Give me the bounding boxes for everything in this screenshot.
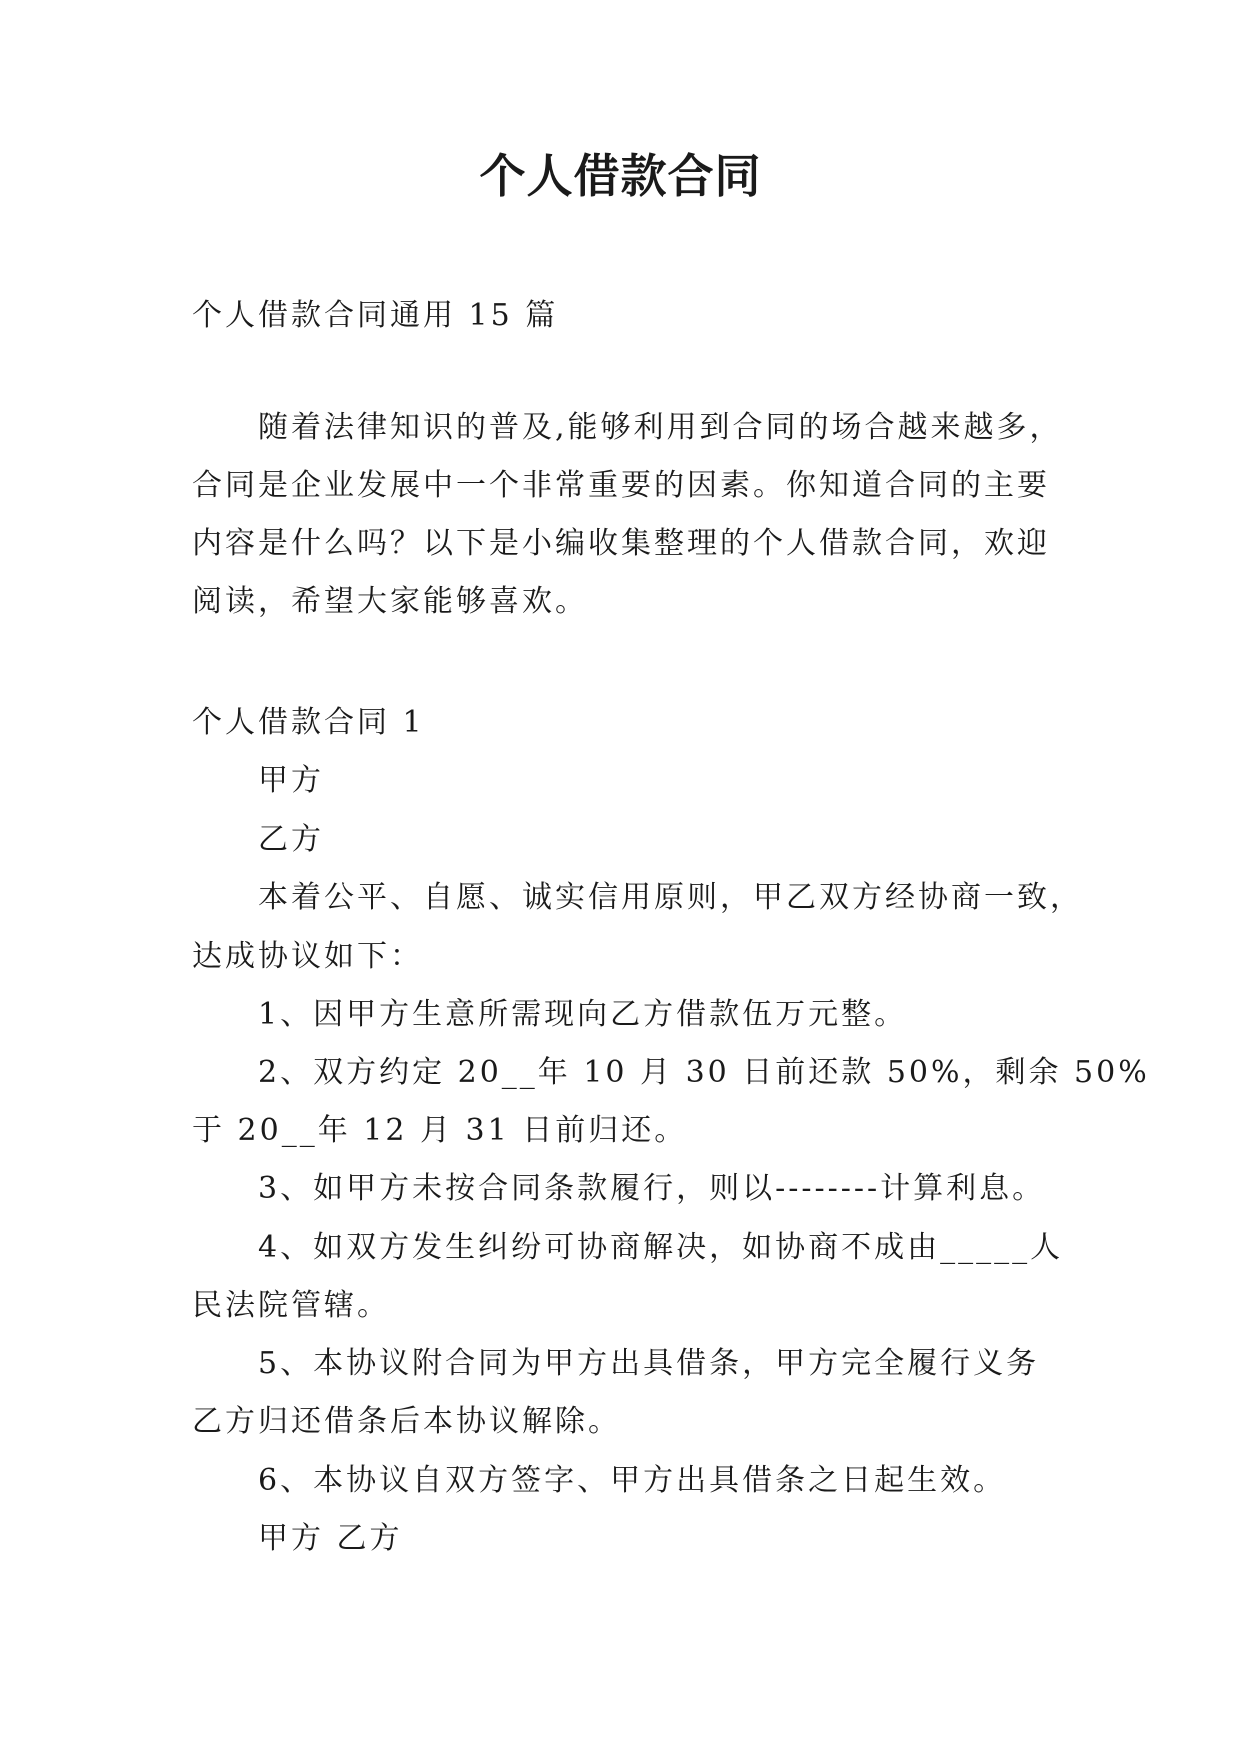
preamble-line-1: 本着公平、自愿、诚实信用原则，甲乙双方经协商一致，: [258, 880, 1083, 915]
intro-line-3: 内容是什么吗？以下是小编收集整理的个人借款合同，欢迎: [192, 526, 1050, 561]
clause-1: 1、因甲方生意所需现向乙方借款伍万元整。: [258, 997, 908, 1032]
clause-2-line-2: 于 20__年 12 月 31 日前归还。: [192, 1113, 688, 1148]
clause-4-line-2: 民法院管辖。: [192, 1288, 390, 1323]
clause-2-line-1: 2、双方约定 20__年 10 月 30 日前还款 50%，剩余 50%: [258, 1055, 1150, 1090]
section-heading: 个人借款合同 1: [192, 705, 425, 740]
clause-5-line-2: 乙方归还借条后本协议解除。: [192, 1404, 621, 1439]
clause-5-line-1: 5、本协议附合同为甲方出具借条，甲方完全履行义务: [258, 1346, 1040, 1381]
intro-line-4: 阅读，希望大家能够喜欢。: [192, 584, 588, 619]
intro-line-1: 随着法律知识的普及,能够利用到合同的场合越来越多，: [258, 410, 1063, 445]
document-title: 个人借款合同: [479, 149, 762, 203]
clause-6: 6、本协议自双方签字、甲方出具借条之日起生效。: [258, 1463, 1007, 1498]
preamble-line-2: 达成协议如下：: [192, 939, 423, 974]
document-subtitle: 个人借款合同通用 15 篇: [192, 298, 559, 333]
intro-line-2: 合同是企业发展中一个非常重要的因素。你知道合同的主要: [192, 468, 1050, 503]
party-b-label: 乙方: [258, 822, 324, 857]
party-a-label: 甲方: [258, 763, 324, 798]
clause-3: 3、如甲方未按合同条款履行，则以--------计算利息。: [258, 1171, 1046, 1206]
clause-4-line-1: 4、如双方发生纠纷可协商解决，如协商不成由_____人: [258, 1230, 1064, 1265]
signature-line: 甲方 乙方: [258, 1521, 403, 1556]
